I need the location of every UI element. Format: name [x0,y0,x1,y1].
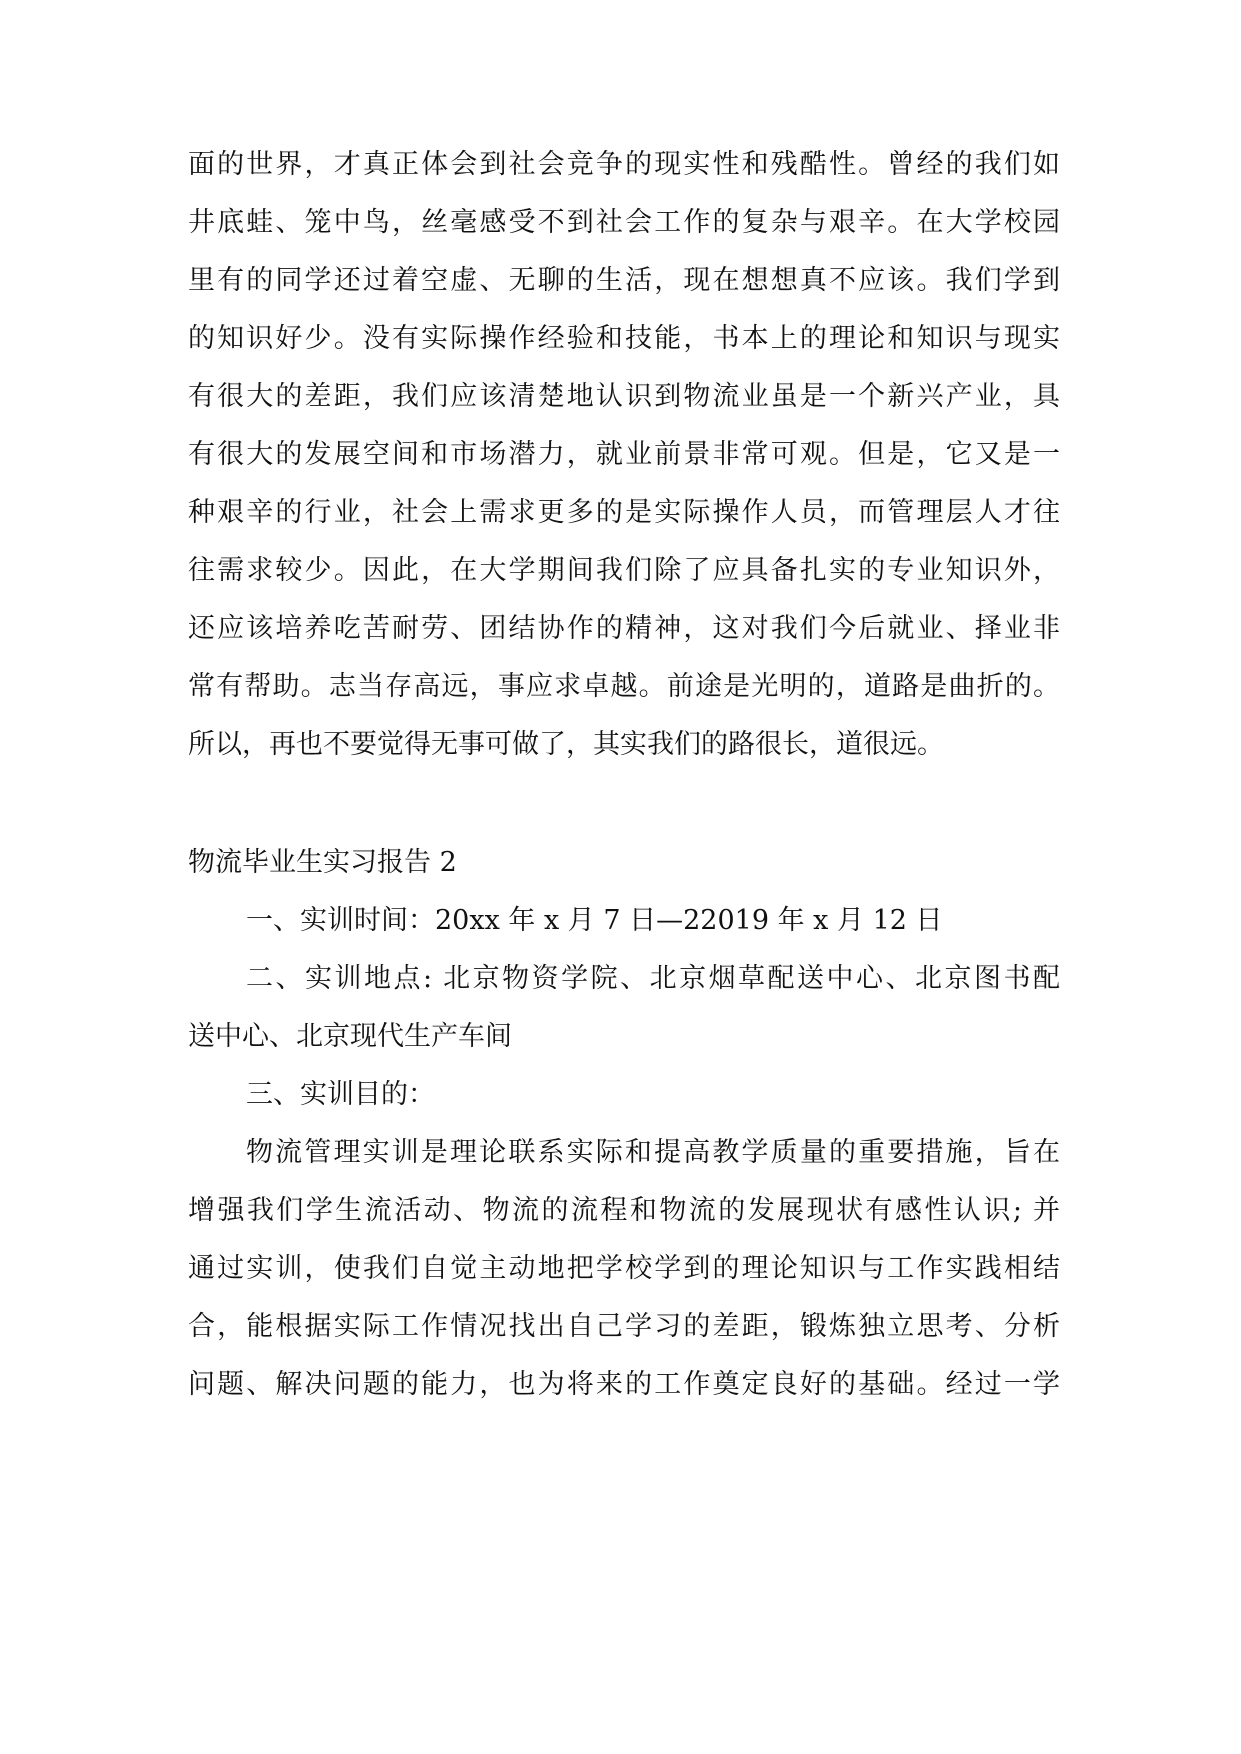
paragraph-line: 有很大的差距，我们应该清楚地认识到物流业虽是一个新兴产业，具 [188,381,1060,412]
paragraph-line: 物流管理实训是理论联系实际和提高教学质量的重要措施，旨在 [246,1137,1060,1168]
paragraph-line: 增强我们学生流活动、物流的流程和物流的发展现状有感性认识; 并 [188,1195,1060,1226]
paragraph-line: 种艰辛的行业，社会上需求更多的是实际操作人员，而管理层人才往 [188,497,1060,528]
paragraph-line: 问题、解决问题的能力，也为将来的工作奠定良好的基础。经过一学 [188,1369,1060,1400]
paragraph-line: 还应该培养吃苦耐劳、团结协作的精神，这对我们今后就业、择业非 [188,613,1060,644]
paragraph-line: 二、实训地点: 北京物资学院、北京烟草配送中心、北京图书配 [246,963,1060,994]
paragraph-line: 常有帮助。志当存高远，事应求卓越。前途是光明的，道路是曲折的。 [188,671,1060,702]
paragraph-line: 面的世界，才真正体会到社会竞争的现实性和残酷性。曾经的我们如 [188,149,1060,180]
paragraph-line: 往需求较少。因此，在大学期间我们除了应具备扎实的专业知识外， [188,555,1060,586]
paragraph-line: 的知识好少。没有实际操作经验和技能，书本上的理论和知识与现实 [188,323,1060,354]
paragraph-line: 井底蛙、笼中鸟，丝毫感受不到社会工作的复杂与艰辛。在大学校园 [188,207,1060,238]
training-time: 一、实训时间：20xx 年 x 月 7 日—22019 年 x 月 12 日 [246,905,943,936]
paragraph-line: 所以，再也不要觉得无事可做了，其实我们的路很长，道很远。 [188,729,944,760]
paragraph-line: 合，能根据实际工作情况找出自己学习的差距，锻炼独立思考、分析 [188,1311,1060,1342]
paragraph-line: 送中心、北京现代生产车间 [188,1021,512,1052]
paragraph-line: 通过实训，使我们自觉主动地把学校学到的理论知识与工作实践相结 [188,1253,1060,1284]
paragraph-line: 有很大的发展空间和市场潜力，就业前景非常可观。但是，它又是一 [188,439,1060,470]
paragraph-line: 里有的同学还过着空虚、无聊的生活，现在想想真不应该。我们学到 [188,265,1060,296]
training-purpose-heading: 三、实训目的： [246,1079,435,1110]
section-title: 物流毕业生实习报告 2 [188,847,457,878]
